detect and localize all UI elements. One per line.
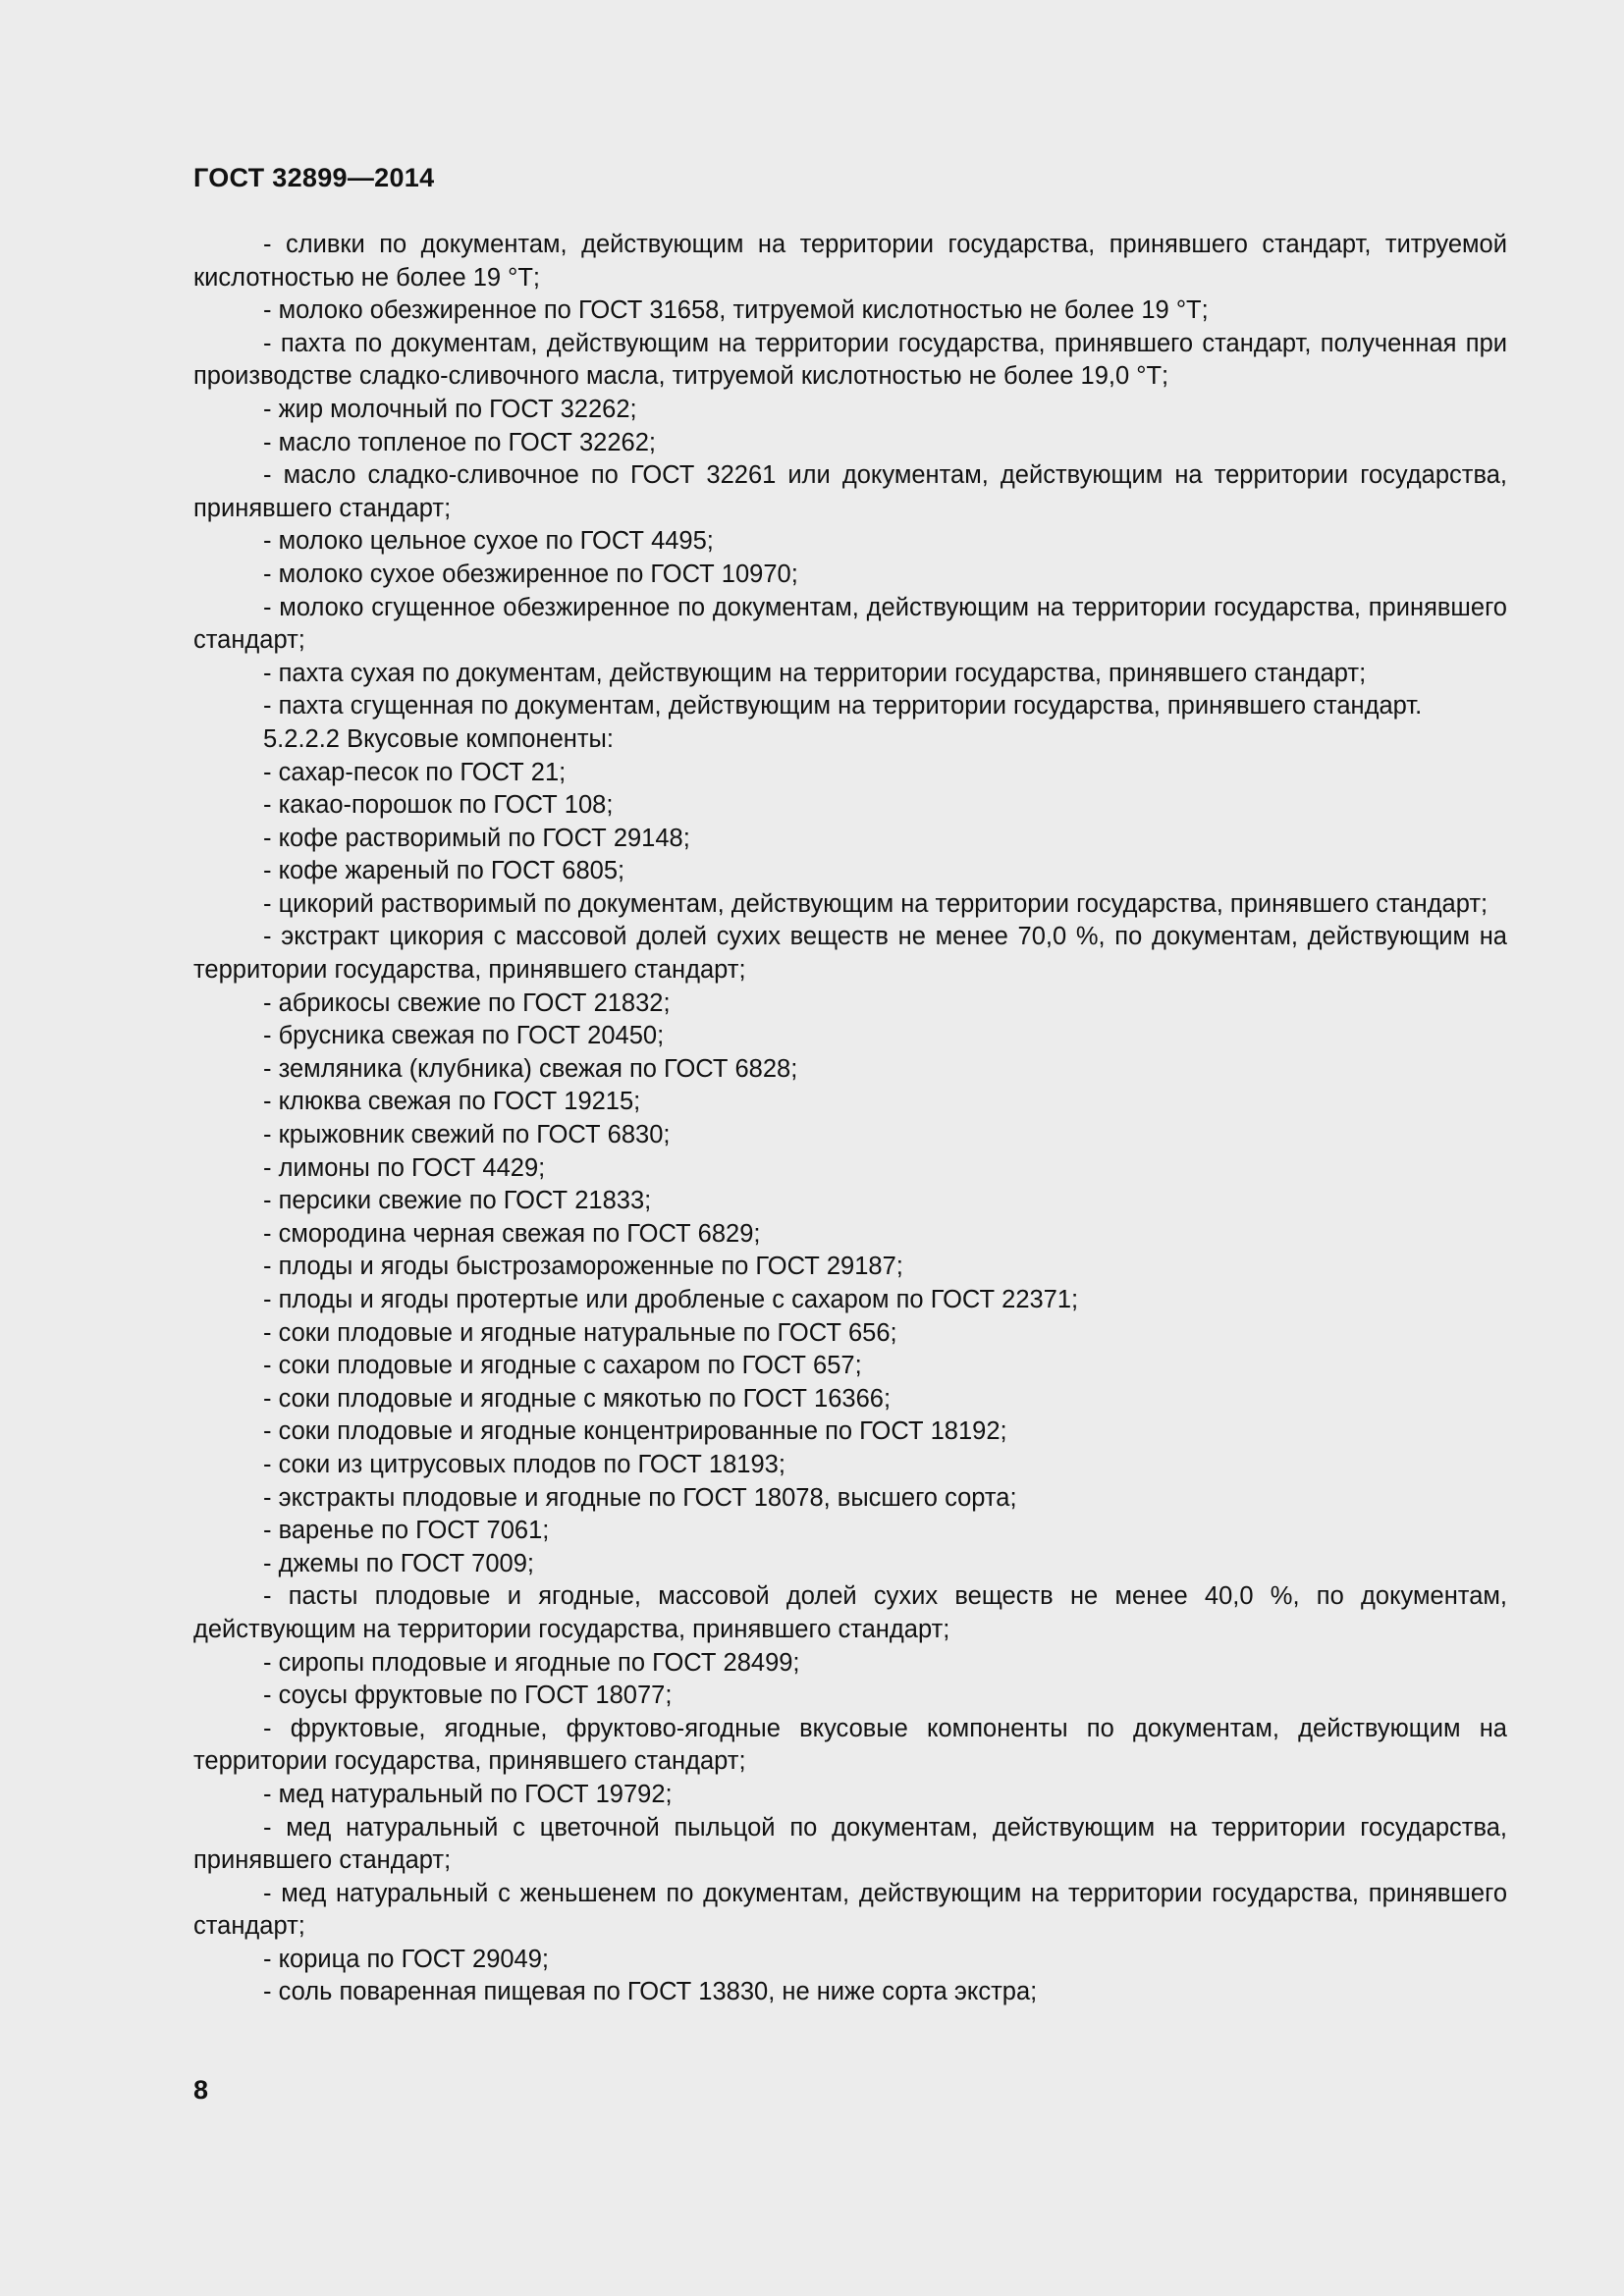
page-number: 8 — [193, 2075, 209, 2105]
paragraph: - масло сладко-сливочное по ГОСТ 32261 или документам, действующим на территории государства, принявшего стандарт; — [193, 461, 1507, 522]
paragraph: - земляника (клубника) свежая по ГОСТ 6828; — [263, 1054, 798, 1083]
paragraph: - соки плодовые и ягодные с мякотью по ГОСТ 16366; — [263, 1384, 892, 1413]
paragraph: - персики свежие по ГОСТ 21833; — [263, 1187, 652, 1215]
paragraph: - сиропы плодовые и ягодные по ГОСТ 28499; — [263, 1648, 800, 1677]
paragraph: - цикорий растворимый по документам, действующим на территории государства, принявшего стандарт; — [263, 889, 1489, 918]
paragraph: - плоды и ягоды протертые или дробленые с сахаром по ГОСТ 22371; — [263, 1286, 1079, 1313]
paragraph: - лимоны по ГОСТ 4429; — [263, 1153, 546, 1182]
paragraph: - брусника свежая по ГОСТ 20450; — [263, 1022, 665, 1050]
paragraph: - сливки по документам, действующим на территории государства, принявшего стандарт, титруемой кислотностью не более 19 °Т; — [193, 231, 1507, 292]
document-header-title: ГОСТ 32899—2014 — [193, 163, 435, 192]
paragraph: - мед натуральный с женьшенем по документам, действующим на территории государства, принявшего стандарт; — [193, 1879, 1507, 1941]
paragraph: - жир молочный по ГОСТ 32262; — [263, 395, 637, 423]
paragraph: - соки плодовые и ягодные концентрированные по ГОСТ 18192; — [263, 1417, 1007, 1446]
paragraph: - соки плодовые и ягодные с сахаром по ГОСТ 657; — [263, 1352, 862, 1380]
paragraph: - клюква свежая по ГОСТ 19215; — [263, 1088, 641, 1116]
paragraph: - экстракт цикория с массовой долей сухих веществ не менее 70,0 %, по документам, действующим на территории государства, принявшего стандарт; — [193, 923, 1507, 985]
paragraph: - пахта сухая по документам, действующим на территории государства, принявшего стандарт; — [263, 659, 1367, 687]
paragraph: - молоко цельное сухое по ГОСТ 4495; — [263, 527, 714, 556]
paragraph: - какао-порошок по ГОСТ 108; — [263, 791, 614, 820]
paragraph: - масло топленое по ГОСТ 32262; — [263, 428, 656, 456]
paragraph: 5.2.2.2 Вкусовые компоненты: — [263, 724, 614, 753]
paragraph: - пахта по документам, действующим на территории государства, принявшего стандарт, полученная при производстве сладко-сливочного масла, титруемой кислотностью не более 19,0 °Т; — [193, 329, 1507, 391]
paragraph: - молоко сгущенное обезжиренное по документам, действующим на территории государства, принявшего стандарт; — [193, 593, 1507, 655]
paragraph: - соусы фруктовые по ГОСТ 18077; — [263, 1682, 673, 1710]
paragraph: - экстракты плодовые и ягодные по ГОСТ 18078, высшего сорта; — [263, 1483, 1017, 1512]
paragraph: - молоко сухое обезжиренное по ГОСТ 10970; — [263, 560, 798, 588]
paragraph: - фруктовые, ягодные, фруктово-ягодные вкусовые компоненты по документам, действующим на территории государства, принявшего стандарт; — [193, 1714, 1507, 1776]
paragraph: - молоко обезжиренное по ГОСТ 31658, титруемой кислотностью не более 19 °Т; — [263, 296, 1209, 325]
paragraph: - варенье по ГОСТ 7061; — [263, 1517, 550, 1545]
paragraph: - соки плодовые и ягодные натуральные по ГОСТ 656; — [263, 1318, 897, 1347]
paragraph: - джемы по ГОСТ 7009; — [263, 1549, 534, 1577]
paragraph: - корица по ГОСТ 29049; — [263, 1945, 550, 1973]
paragraph: - пахта сгущенная по документам, действующим на территории государства, принявшего стандарт. — [263, 692, 1423, 721]
paragraph: - смородина черная свежая по ГОСТ 6829; — [263, 1219, 761, 1248]
paragraph: - абрикосы свежие по ГОСТ 21832; — [263, 988, 671, 1017]
paragraph: - крыжовник свежий по ГОСТ 6830; — [263, 1121, 671, 1149]
paragraph: - пасты плодовые и ягодные, массовой долей сухих веществ не менее 40,0 %, по документам, действующим на территории государства, принявшего стандарт; — [193, 1582, 1507, 1643]
paragraph: - соки из цитрусовых плодов по ГОСТ 18193; — [263, 1450, 785, 1478]
paragraph: - кофе жареный по ГОСТ 6805; — [263, 857, 625, 885]
paragraph: - мед натуральный с цветочной пыльцой по документам, действующим на территории государства, принявшего стандарт; — [193, 1813, 1507, 1875]
paragraph: - сахар-песок по ГОСТ 21; — [263, 758, 567, 786]
paragraph: - соль поваренная пищевая по ГОСТ 13830, не ниже сорта экстра; — [263, 1978, 1038, 2006]
paragraph: - плоды и ягоды быстрозамороженные по ГОСТ 29187; — [263, 1253, 903, 1281]
paragraph: - мед натуральный по ГОСТ 19792; — [263, 1780, 673, 1808]
paragraph: - кофе растворимый по ГОСТ 29148; — [263, 824, 690, 852]
document-body — [193, 229, 1507, 2009]
